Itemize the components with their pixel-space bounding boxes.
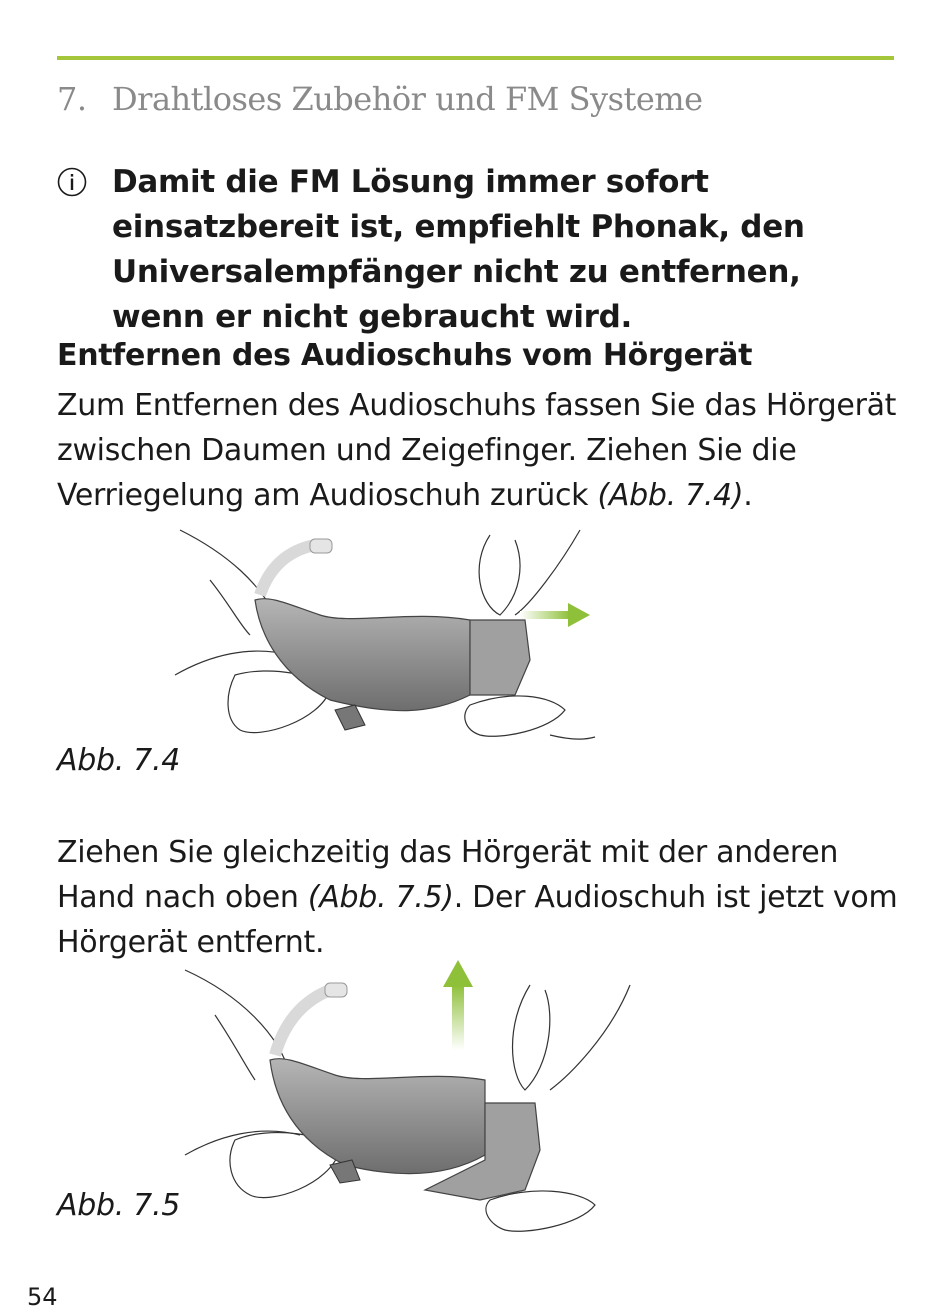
info-icon: [57, 167, 87, 197]
header-rule: [57, 56, 894, 60]
chapter-number: 7.: [57, 80, 87, 118]
paragraph-end: . Der Audioschuh ist jetzt vom Hörgerät entfernt.: [57, 880, 898, 960]
device-tube: [260, 545, 315, 595]
figure-7-5-illustration: [180, 955, 640, 1250]
info-note: Damit die FM Lösung immer sofort einsatzbereit ist, empfiehlt Phonak, den Universalempfänger nicht zu entfernen, wenn er nicht gebraucht wird.: [112, 164, 805, 335]
paragraph-text: Ziehen Sie gleichzeitig das Hörgerät mit der anderen Hand nach oben: [57, 835, 839, 915]
figure-7-5-caption: Abb. 7.5: [57, 1188, 180, 1223]
hearing-aid-body: [255, 599, 470, 711]
figure-reference: (Abb. 7.4): [597, 478, 744, 513]
chapter-heading: [57, 80, 703, 118]
page-number: 54: [27, 1283, 58, 1311]
paragraph-text: Zum Entfernen des Audioschuhs fassen Sie das Hörgerät zwischen Daumen und Zeigefinger. Ziehen Sie die Verriegelung am Audioschuh zurück: [57, 388, 897, 513]
chapter-title: Drahtloses Zubehör und FM Systeme: [112, 80, 703, 118]
figure-reference: (Abb. 7.5): [307, 880, 454, 915]
paragraph-remove-instructions: [57, 383, 917, 518]
hearing-aid-body: [270, 1059, 485, 1174]
device-tube: [275, 990, 330, 1055]
section-heading: Entfernen des Audioschuhs vom Hörgerät: [57, 338, 753, 373]
paragraph-lift-instructions: [57, 830, 917, 965]
movement-arrow: [520, 611, 570, 619]
figure-7-4-caption: Abb. 7.4: [57, 743, 180, 778]
paragraph-end: .: [743, 478, 753, 513]
audio-shoe: [470, 620, 530, 695]
figure-7-4-illustration: [170, 525, 610, 770]
movement-arrow: [452, 985, 464, 1050]
